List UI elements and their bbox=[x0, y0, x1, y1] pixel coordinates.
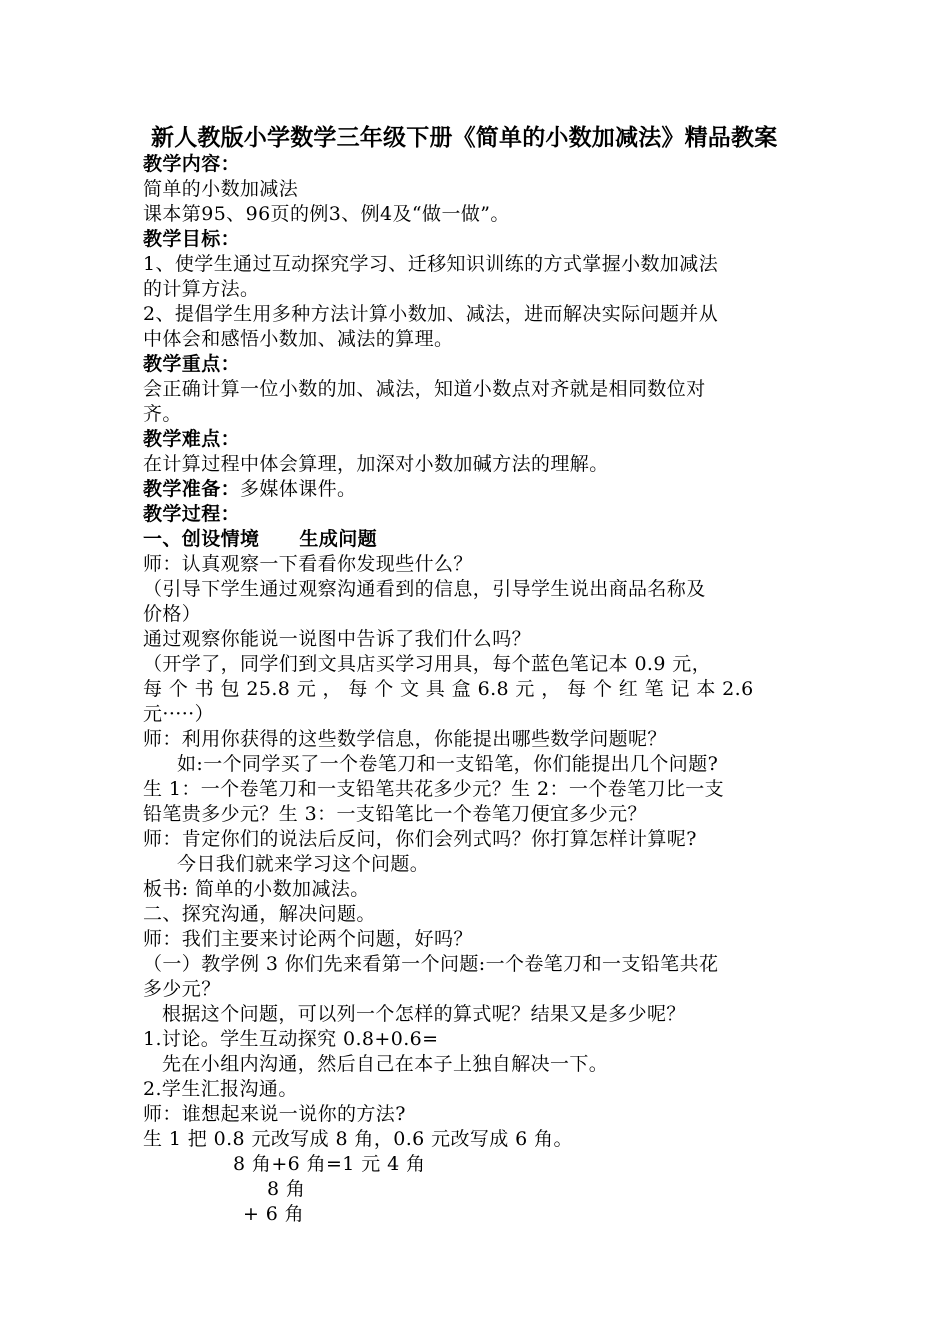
preparation-heading: 教学准备： bbox=[143, 478, 241, 500]
process-line: （开学了，同学们到文具店买学习用具，每个蓝色笔记本 0.9 元， bbox=[143, 653, 712, 675]
process-line: 生 1：一个卷笔刀和一支铅笔共花多少元？生 2：一个卷笔刀比一支 bbox=[143, 778, 725, 800]
key-points-heading: 教学重点： bbox=[143, 353, 241, 375]
process-line: 师：利用你获得的这些数学信息，你能提出哪些数学问题呢？ bbox=[143, 728, 667, 750]
process-line: 价格） bbox=[143, 603, 202, 625]
document-page bbox=[143, 124, 808, 1227]
process-line: 今日我们就来学习这个问题。 bbox=[177, 853, 430, 875]
process-line: 1.讨论。学生互动探究 0.8+0.6= bbox=[143, 1028, 439, 1050]
key-points-line: 会正确计算一位小数的加、减法，知道小数点对齐就是相同数位对 bbox=[143, 378, 706, 400]
process-line: 元·····） bbox=[143, 703, 214, 725]
process-line: 根据这个问题，可以列一个怎样的算式呢？结果又是多少呢？ bbox=[162, 1003, 686, 1025]
document-title: 新人教版小学数学三年级下册《简单的小数加减法》精品教案 bbox=[151, 125, 778, 151]
process-line: 铅笔贵多少元？生 3：一支铅笔比一个卷笔刀便宜多少元？ bbox=[143, 803, 647, 825]
process-line: 师：肯定你们的说法后反问，你们会列式吗？你打算怎样计算呢? bbox=[143, 828, 697, 850]
process-line: （一）教学例 3 你们先来看第一个问题:一个卷笔刀和一支铅笔共花 bbox=[143, 953, 719, 975]
process-line: 师：谁想起来说一说你的方法? bbox=[143, 1103, 406, 1125]
goals-line: 的计算方法。 bbox=[143, 278, 260, 300]
process-line: 先在小组内沟通，然后自己在本子上独自解决一下。 bbox=[162, 1053, 609, 1075]
vertical-calc-line: 8 角 bbox=[267, 1178, 306, 1200]
process-line: 板书: 简单的小数加减法。 bbox=[143, 878, 370, 900]
process-line: 师：认真观察一下看看你发现些什么？ bbox=[143, 553, 473, 575]
section-one-subtitle: 生成问题 bbox=[299, 528, 378, 550]
process-line: 2.学生汇报沟通。 bbox=[143, 1078, 298, 1100]
section-one-heading bbox=[143, 527, 808, 552]
goals-line: 中体会和感悟小数加、减法的算理。 bbox=[143, 328, 454, 350]
preparation-text: 多媒体课件。 bbox=[240, 478, 357, 500]
key-points-line: 齐。 bbox=[143, 403, 182, 425]
calculation-line: 8 角+6 角=1 元 4 角 bbox=[233, 1153, 426, 1175]
process-line: 通过观察你能说一说图中告诉了我们什么吗？ bbox=[143, 628, 532, 650]
content-line: 课本第95、96页的例3、例4及“做一做”。 bbox=[143, 203, 510, 225]
process-line: 二、探究沟通，解决问题。 bbox=[143, 903, 376, 925]
goals-heading: 教学目标： bbox=[143, 228, 241, 250]
goals-line: 2、提倡学生用多种方法计算小数加、减法，进而解决实际问题并从 bbox=[143, 303, 719, 325]
section-one-title: 一、创设情境 bbox=[143, 528, 260, 550]
content-line: 简单的小数加减法 bbox=[143, 178, 299, 200]
goals-line: 1、使学生通过互动探究学习、迁移知识训练的方式掌握小数加减法 bbox=[143, 253, 719, 275]
process-line: 生 1 把 0.8 元改写成 8 角，0.6 元改写成 6 角。 bbox=[143, 1128, 573, 1150]
process-line: 每 个 书 包 25.8 元 ， 每 个 文 具 盒 6.8 元 ， 每 个 红 笔 记 本 2.6 bbox=[143, 678, 754, 700]
difficulty-heading: 教学难点： bbox=[143, 428, 241, 450]
process-line: 多少元？ bbox=[143, 978, 221, 1000]
vertical-calc-line: + 6 角 bbox=[243, 1203, 305, 1225]
content-heading: 教学内容： bbox=[143, 153, 241, 175]
difficulty-line: 在计算过程中体会算理，加深对小数加碱方法的理解。 bbox=[143, 453, 609, 475]
process-heading: 教学过程： bbox=[143, 503, 241, 525]
preparation-line bbox=[143, 477, 808, 502]
process-line: （引导下学生通过观察沟通看到的信息，引导学生说出商品名称及 bbox=[143, 578, 706, 600]
process-line: 如:一个同学买了一个卷笔刀和一支铅笔，你们能提出几个问题? bbox=[177, 753, 719, 775]
process-line: 师：我们主要来讨论两个问题，好吗？ bbox=[143, 928, 473, 950]
